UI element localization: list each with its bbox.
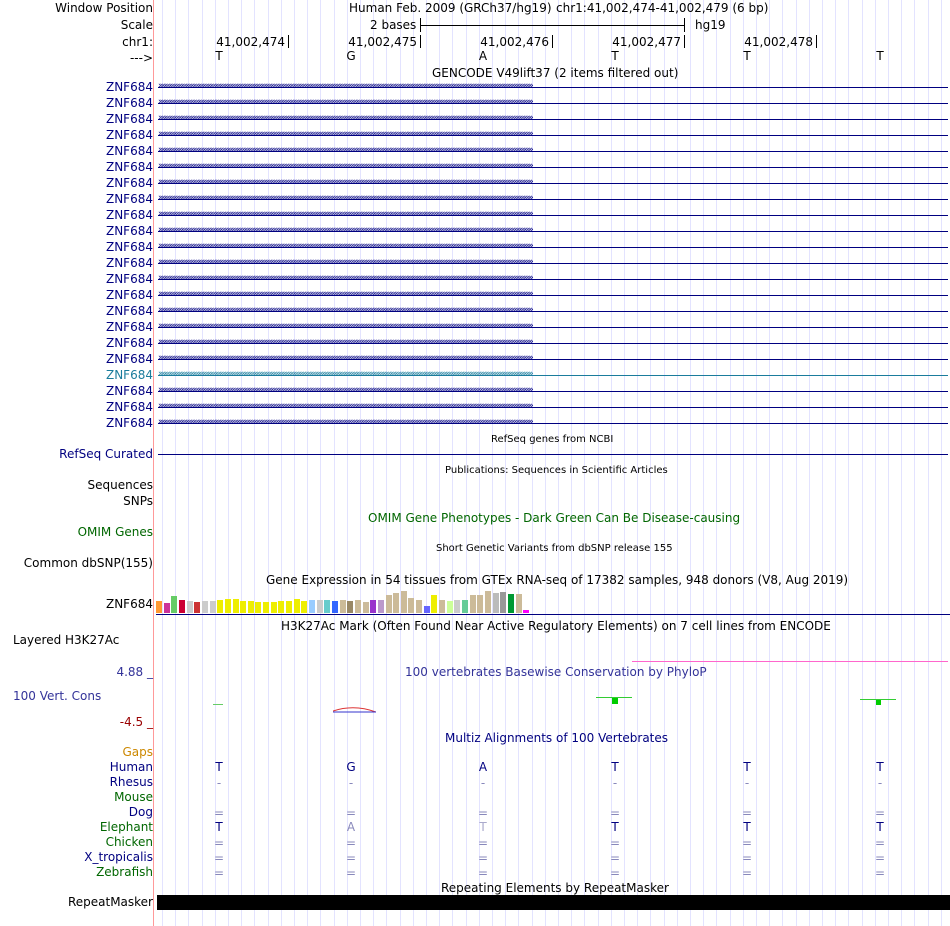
alignment-base: = <box>741 836 753 850</box>
strand-arrows-icon: ›››››››››››››››››››››››››››››››››››››››››››››››››››››››››››››››››››››››››››››››››››››››››››››››››››››››››››››››››››››››››››››››››››››››››››››››››››››››››››››››››››››››››››››››››››››››››››››››››››››››››››››››››››››››››››› <box>158 225 532 235</box>
alignment-base: = <box>874 851 886 865</box>
alignment-base: = <box>345 806 357 820</box>
species-label[interactable]: X_tropicalis <box>84 850 153 864</box>
gencode-gene-label[interactable]: ZNF684 <box>105 400 153 414</box>
cons-mark <box>876 700 881 705</box>
base-letter: T <box>876 49 884 63</box>
alignment-base: A <box>346 820 356 834</box>
base-letter: T <box>215 49 223 63</box>
gtex-tissue-bar[interactable] <box>485 591 491 613</box>
alignment-base: = <box>609 836 621 850</box>
gtex-baseline <box>156 614 950 615</box>
repeatmasker-block[interactable] <box>157 895 950 910</box>
gtex-tissue-bar[interactable] <box>477 595 483 613</box>
alignment-base: T <box>876 760 884 774</box>
window-position-label: Window Position <box>55 1 153 15</box>
gtex-tissue-bar[interactable] <box>493 593 499 613</box>
gencode-transcript[interactable] <box>158 160 948 174</box>
alignment-base: G <box>346 760 356 774</box>
refseq-title: RefSeq genes from NCBI <box>491 434 614 445</box>
gencode-transcript[interactable] <box>158 416 948 430</box>
dbsnp-title: Short Genetic Variants from dbSNP release 155 <box>436 543 673 554</box>
scale-text: 2 bases <box>370 18 417 32</box>
alignment-base: - <box>877 776 883 790</box>
coord-tick <box>552 35 553 48</box>
alignment-base: = <box>477 866 489 880</box>
gencode-gene-label[interactable]: ZNF684 <box>105 96 153 110</box>
alignment-base: - <box>612 776 618 790</box>
base-letter: T <box>743 49 751 63</box>
alignment-base: = <box>213 851 225 865</box>
gencode-transcript[interactable] <box>158 128 948 142</box>
cons-min-label: -4.5 _ <box>119 715 153 729</box>
strand-arrows-icon: ›››››››››››››››››››››››››››››››››››››››››››››››››››››››››››››››››››››››››››››››››››››››››››››››››››››››››››››››››››››››››››››››››››››››››››››››››››››››››››››››››››››››››››››››››››››››››››››››››››››››››››››››››››››››››››› <box>158 129 532 139</box>
gencode-gene-label[interactable]: ZNF684 <box>105 240 153 254</box>
gtex-tissue-bar[interactable] <box>462 600 468 613</box>
h3k27ac-label[interactable]: Layered H3K27Ac <box>13 633 120 647</box>
strand-arrows-icon: ›››››››››››››››››››››››››››››››››››››››››››››››››››››››››››››››››››››››››››››››››››››››››››››››››››››››››››››››››››››››››››››››››››››››››››››››››››››››››››››››››››››››››››››››››››››››››››››››››››››››››››››››››››››››››››› <box>158 257 532 267</box>
gencode-transcript[interactable] <box>158 80 948 94</box>
gencode-transcript[interactable] <box>158 368 948 382</box>
repeatmasker-label[interactable]: RepeatMasker <box>67 895 153 909</box>
gencode-gene-label[interactable]: ZNF684 <box>105 416 153 430</box>
gtex-bar-chart[interactable] <box>156 589 536 613</box>
gtex-tissue-bar[interactable] <box>301 601 307 613</box>
repeatmasker-title: Repeating Elements by RepeatMasker <box>441 881 669 895</box>
alignment-base: = <box>609 866 621 880</box>
gtex-tissue-bar[interactable] <box>202 601 208 613</box>
gtex-tissue-bar[interactable] <box>171 596 177 613</box>
gencode-gene-label[interactable]: ZNF684 <box>105 128 153 142</box>
alignment-base: - <box>480 776 486 790</box>
strand-arrows-icon: ›››››››››››››››››››››››››››››››››››››››››››››››››››››››››››››››››››››››››››››››››››››››››››››››››››››››››››››››››››››››››››››››››››››››››››››››››››››››››››››››››››››››››››››››››››››››››››››››››››››››››››››››››››››››››››› <box>158 273 532 283</box>
alignment-base: T <box>743 760 751 774</box>
alignment-base: = <box>477 806 489 820</box>
gaps-label[interactable]: Gaps <box>122 745 153 759</box>
alignment-base: A <box>478 760 488 774</box>
alignment-base: = <box>345 866 357 880</box>
gencode-transcript[interactable] <box>158 112 948 126</box>
coord-tick <box>816 35 817 48</box>
position-text[interactable]: chr1:41,002,474-41,002,479 (6 bp) <box>556 1 769 15</box>
gencode-gene-label[interactable]: ZNF684 <box>105 368 153 382</box>
gtex-tissue-bar[interactable] <box>233 599 239 613</box>
gtex-tissue-bar[interactable] <box>263 602 269 613</box>
gtex-title: Gene Expression in 54 tissues from GTEx RNA-seq of 17382 samples, 948 donors (V8, Aug 2019) <box>266 573 849 587</box>
strand-arrows-icon: ›››››››››››››››››››››››››››››››››››››››››››››››››››››››››››››››››››››››››››››››››››››››››››››››››››››››››››››››››››››››››››››››››››››››››››››››››››››››››››››››››››››››››››››››››››››››››››››››››››››››››››››››››››››››››››› <box>158 337 532 347</box>
coord-tick <box>288 35 289 48</box>
strand-arrows-icon: ›››››››››››››››››››››››››››››››››››››››››››››››››››››››››››››››››››››››››››››››››››››››››››››››››››››››››››››››››››››››››››››››››››››››››››››››››››››››››››››››››››››››››››››››››››››››››››››››››››››››››››››››››››››››››››› <box>158 289 532 299</box>
gencode-transcript[interactable] <box>158 176 948 190</box>
gencode-gene-label[interactable]: ZNF684 <box>105 80 153 94</box>
gencode-gene-label[interactable]: ZNF684 <box>105 112 153 126</box>
strand-arrows-icon: ›››››››››››››››››››››››››››››››››››››››››››››››››››››››››››››››››››››››››››››››››››››››››››››››››››››››››››››››››››››››››››››››››››››››››››››››››››››››››››››››››››››››››››››››››››››››››››››››››››››››››››››››››››››››››››› <box>158 401 532 411</box>
strand-arrows-icon: ›››››››››››››››››››››››››››››››››››››››››››››››››››››››››››››››››››››››››››››››››››››››››››››››››››››››››››››››››››››››››››››››››››››››››››››››››››››››››››››››››››››››››››››››››››››››››››››››››››››››››››››››››››››››››››› <box>158 193 532 203</box>
gtex-tissue-bar[interactable] <box>355 600 361 613</box>
coord-tick <box>684 35 685 48</box>
alignment-base: = <box>874 836 886 850</box>
species-label[interactable]: Rhesus <box>109 775 153 789</box>
strand-arrows-icon: ›››››››››››››››››››››››››››››››››››››››››››››››››››››››››››››››››››››››››››››››››››››››››››››››››››››››››››››››››››››››››››››››››››››››››››››››››››››››››››››››››››››››››››››››››››››››››››››››››››››››››››››››››››››››››››› <box>158 209 532 219</box>
gtex-tissue-bar[interactable] <box>255 602 261 613</box>
strand-arrows-icon: ›››››››››››››››››››››››››››››››››››››››››››››››››››››››››››››››››››››››››››››››››››››››››››››››››››››››››››››››››››››››››››››››››››››››››››››››››››››››››››››››››››››››››››››››››››››››››››››››››››››››››››››››››››››››››››› <box>158 353 532 363</box>
strand-arrows-icon: ›››››››››››››››››››››››››››››››››››››››››››››››››››››››››››››››››››››››››››››››››››››››››››››››››››››››››››››››››››››››››››››››››››››››››››››››››››››››››››››››››››››››››››››››››››››››››››››››››››››››››››››››››››››››››››› <box>158 369 532 379</box>
gtex-tissue-bar[interactable] <box>332 601 338 613</box>
gtex-tissue-bar[interactable] <box>454 600 460 613</box>
gtex-tissue-bar[interactable] <box>317 600 323 613</box>
gencode-gene-label[interactable]: ZNF684 <box>105 176 153 190</box>
alignment-base: = <box>741 866 753 880</box>
db-text: hg19 <box>695 18 726 32</box>
gtex-tissue-bar[interactable] <box>500 592 506 613</box>
gtex-tissue-bar[interactable] <box>439 600 445 613</box>
species-label[interactable]: Mouse <box>114 790 153 804</box>
gtex-tissue-bar[interactable] <box>401 591 407 613</box>
gtex-tissue-bar[interactable] <box>179 600 185 613</box>
gtex-tissue-bar[interactable] <box>470 595 476 613</box>
gtex-tissue-bar[interactable] <box>508 594 514 613</box>
alignment-base: = <box>874 866 886 880</box>
alignment-base: = <box>741 806 753 820</box>
publications-label[interactable]: Sequences <box>87 478 153 492</box>
gtex-tissue-bar[interactable] <box>187 601 193 613</box>
refseq-label[interactable]: RefSeq Curated <box>59 447 153 461</box>
species-label[interactable]: Zebrafish <box>96 865 153 879</box>
gencode-gene-label[interactable]: ZNF684 <box>105 224 153 238</box>
gencode-transcript[interactable] <box>158 240 948 254</box>
gtex-tissue-bar[interactable] <box>240 601 246 613</box>
base-letter: A <box>478 49 488 63</box>
gencode-transcript[interactable] <box>158 384 948 398</box>
gencode-gene-label[interactable]: ZNF684 <box>105 304 153 318</box>
multiz-title: Multiz Alignments of 100 Vertebrates <box>445 731 669 745</box>
gencode-transcript[interactable] <box>158 288 948 302</box>
gencode-gene-label[interactable]: ZNF684 <box>105 256 153 270</box>
scale-bar <box>420 25 684 26</box>
assembly-text: Human Feb. 2009 (GRCh37/hg19) <box>349 1 552 15</box>
scale-label: Scale <box>120 18 153 32</box>
gencode-transcript[interactable] <box>158 208 948 222</box>
cons-title: 100 vertebrates Basewise Conservation by PhyloP <box>405 665 707 679</box>
cons-label[interactable]: 100 Vert. Cons <box>13 689 102 703</box>
alignment-base: T <box>611 820 619 834</box>
gencode-gene-label[interactable]: ZNF684 <box>105 288 153 302</box>
track-label-divider <box>153 0 154 926</box>
alignment-base: T <box>215 760 223 774</box>
alignment-base: T <box>611 760 619 774</box>
alignment-base: = <box>213 836 225 850</box>
alignment-base: = <box>345 851 357 865</box>
strand-arrows-icon: ›››››››››››››››››››››››››››››››››››››››››››››››››››››››››››››››››››››››››››››››››››››››››››››››››››››››››››››››››››››››››››››››››››››››››››››››››››››››››››››››››››››››››››››››››››››››››››››››››››››››››››››››››››››››››››› <box>158 113 532 123</box>
strand-arrows-icon: ›››››››››››››››››››››››››››››››››››››››››››››››››››››››››››››››››››››››››››››››››››››››››››››››››››››››››››››››››››››››››››››››››››››››››››››››››››››››››››››››››››››››››››››››››››››››››››››››››››››››››››››››››››››››››››› <box>158 177 532 187</box>
base-letter: G <box>346 49 356 63</box>
scale-bar-right-tick <box>684 18 685 32</box>
gtex-tissue-bar[interactable] <box>271 602 277 613</box>
gencode-transcript[interactable] <box>158 352 948 366</box>
species-label[interactable]: Chicken <box>105 835 153 849</box>
gencode-transcript[interactable] <box>158 192 948 206</box>
chrom-label: chr1: <box>122 35 153 49</box>
gtex-tissue-bar[interactable] <box>294 599 300 613</box>
alignment-base: T <box>479 820 487 834</box>
gencode-transcript[interactable] <box>158 320 948 334</box>
gencode-gene-label[interactable]: ZNF684 <box>105 208 153 222</box>
gencode-gene-label[interactable]: ZNF684 <box>105 144 153 158</box>
gencode-gene-label[interactable]: ZNF684 <box>105 272 153 286</box>
gencode-gene-label[interactable]: ZNF684 <box>105 160 153 174</box>
gtex-tissue-bar[interactable] <box>248 601 254 613</box>
alignment-base: = <box>609 851 621 865</box>
gtex-tissue-bar[interactable] <box>309 600 315 613</box>
gencode-transcript[interactable] <box>158 304 948 318</box>
gtex-tissue-bar[interactable] <box>278 601 284 613</box>
gencode-transcript[interactable] <box>158 96 948 110</box>
gtex-tissue-bar[interactable] <box>447 601 453 613</box>
cons-wave-icon <box>333 706 376 714</box>
gtex-tissue-bar[interactable] <box>363 602 369 613</box>
gtex-tissue-bar[interactable] <box>370 600 376 613</box>
strand-arrows-icon: ›››››››››››››››››››››››››››››››››››››››››››››››››››››››››››››››››››››››››››››››››››››››››››››››››››››››››››››››››››››››››››››››››››››››››››››››››››››››››››››››››››››››››››››››››››››››››››››››››››››››››››››››››››››››››››› <box>158 97 532 107</box>
gtex-tissue-bar[interactable] <box>386 595 392 613</box>
omim-title: OMIM Gene Phenotypes - Dark Green Can Be Disease-causing <box>368 511 741 525</box>
strand-arrows-icon: ›››››››››››››››››››››››››››››››››››››››››››››››››››››››››››››››››››››››››››››››››››››››››››››››››››››››››››››››››››››››››››››››››››››››››››››››››››››››››››››››››››››››››››››››››››››››››››››››››››››››››››››››››››››››››››› <box>158 145 532 155</box>
strand-arrows-icon: ›››››››››››››››››››››››››››››››››››››››››››››››››››››››››››››››››››››››››››››››››››››››››››››››››››››››››››››››››››››››››››››››››››››››››››››››››››››››››››››››››››››››››››››››››››››››››››››››››››››››››››››››››››››››››››› <box>158 241 532 251</box>
gtex-tissue-bar[interactable] <box>523 610 529 613</box>
gtex-tissue-bar[interactable] <box>194 602 200 613</box>
dbsnp-label[interactable]: Common dbSNP(155) <box>23 556 153 570</box>
cons-max-label: 4.88 _ <box>116 665 153 679</box>
gencode-transcript[interactable] <box>158 400 948 414</box>
coord-tick <box>420 35 421 48</box>
alignment-base: T <box>215 820 223 834</box>
strand-arrows-icon: ›››››››››››››››››››››››››››››››››››››››››››››››››››››››››››››››››››››››››››››››››››››››››››››››››››››››››››››››››››››››››››››››››››››››››››››››››››››››››››››››››››››››››››››››››››››››››››››››››››››››››››››››››››››››››››› <box>158 81 532 91</box>
alignment-base: T <box>743 820 751 834</box>
cons-mark <box>213 704 223 705</box>
gtex-tissue-bar[interactable] <box>431 595 437 613</box>
alignment-base: = <box>741 851 753 865</box>
gtex-tissue-bar[interactable] <box>408 598 414 613</box>
gencode-gene-label[interactable]: ZNF684 <box>105 320 153 334</box>
refseq-gene-line[interactable] <box>158 454 948 455</box>
gtex-tissue-bar[interactable] <box>378 600 384 613</box>
cons-ceiling-line <box>632 661 948 662</box>
gencode-transcript[interactable] <box>158 224 948 238</box>
alignment-base: = <box>477 851 489 865</box>
gencode-transcript[interactable] <box>158 336 948 350</box>
alignment-base: = <box>213 806 225 820</box>
gtex-tissue-bar[interactable] <box>393 593 399 613</box>
gtex-tissue-bar[interactable] <box>516 594 522 613</box>
alignment-base: = <box>609 806 621 820</box>
alignment-base: = <box>213 866 225 880</box>
cons-mark <box>612 698 618 704</box>
strand-arrows-icon: ›››››››››››››››››››››››››››››››››››››››››››››››››››››››››››››››››››››››››››››››››››››››››››››››››››››››››››››››››››››››››››››››››››››››››››››››››››››››››››››››››››››››››››››››››››››››››››››››››››››››››››››››››››››››››››› <box>158 321 532 331</box>
omim-label[interactable]: OMIM Genes <box>77 525 153 539</box>
alignment-base: - <box>348 776 354 790</box>
gtex-tissue-bar[interactable] <box>416 600 422 613</box>
gencode-transcript[interactable] <box>158 144 948 158</box>
coord-label: 41,002,477 <box>612 35 681 49</box>
alignment-base: = <box>345 836 357 850</box>
coord-label: 41,002,475 <box>348 35 417 49</box>
alignment-base: - <box>744 776 750 790</box>
gtex-tissue-bar[interactable] <box>424 606 430 613</box>
gtex-tissue-bar[interactable] <box>210 601 216 613</box>
coord-label: 41,002,474 <box>216 35 285 49</box>
base-letter: T <box>611 49 619 63</box>
strand-arrows-icon: ›››››››››››››››››››››››››››››››››››››››››››››››››››››››››››››››››››››››››››››››››››››››››››››››››››››››››››››››››››››››››››››››››››››››››››››››››››››››››››››››››››››››››››››››››››››››››››››››››››››››››››››››››››››››››››› <box>158 417 532 427</box>
species-label[interactable]: Elephant <box>99 820 153 834</box>
gencode-gene-label[interactable]: ZNF684 <box>105 352 153 366</box>
species-label[interactable]: Dog <box>128 805 153 819</box>
strand-arrows-icon: ›››››››››››››››››››››››››››››››››››››››››››››››››››››››››››››››››››››››››››››››››››››››››››››››››››››››››››››››››››››››››››››››››››››››››››››››››››››››››››››››››››››››››››››››››››››››››››››››››››››››››››››››››››››››››››› <box>158 385 532 395</box>
gtex-tissue-bar[interactable] <box>347 601 353 613</box>
alignment-base: T <box>876 820 884 834</box>
gtex-tissue-bar[interactable] <box>340 600 346 613</box>
gtex-tissue-bar[interactable] <box>217 600 223 613</box>
alignment-base: = <box>874 806 886 820</box>
gtex-tissue-bar[interactable] <box>225 599 231 613</box>
gtex-tissue-bar[interactable] <box>324 600 330 613</box>
gencode-transcript[interactable] <box>158 272 948 286</box>
publications-title: Publications: Sequences in Scientific Articles <box>445 465 668 476</box>
alignment-base: - <box>216 776 222 790</box>
strand-arrows-icon: ›››››››››››››››››››››››››››››››››››››››››››››››››››››››››››››››››››››››››››››››››››››››››››››››››››››››››››››››››››››››››››››››››››››››››››››››››››››››››››››››››››››››››››››››››››››››››››››››››››››››››››››››››››››››››››› <box>158 305 532 315</box>
gencode-transcript[interactable] <box>158 256 948 270</box>
cons-mark <box>333 703 376 711</box>
snps-label[interactable]: SNPs <box>123 494 153 508</box>
gencode-gene-label[interactable]: ZNF684 <box>105 192 153 206</box>
strand-arrows-icon: ›››››››››››››››››››››››››››››››››››››››››››››››››››››››››››››››››››››››››››››››››››››››››››››››››››››››››››››››››››››››››››››››››››››››››››››››››››››››››››››››››››››››››››››››››››››››››››››››››››››››››››››››››››››››››››› <box>158 161 532 171</box>
gencode-title[interactable]: GENCODE V49lift37 (2 items filtered out) <box>432 66 679 80</box>
gencode-gene-label[interactable]: ZNF684 <box>105 336 153 350</box>
gencode-gene-label[interactable]: ZNF684 <box>105 384 153 398</box>
gtex-tissue-bar[interactable] <box>286 601 292 613</box>
gtex-gene-label[interactable]: ZNF684 <box>105 597 153 611</box>
coord-label: 41,002,478 <box>744 35 813 49</box>
gtex-tissue-bar[interactable] <box>156 601 162 613</box>
alignment-base: = <box>477 836 489 850</box>
strand-label: ---> <box>129 51 153 65</box>
coord-label: 41,002,476 <box>480 35 549 49</box>
species-label[interactable]: Human <box>109 760 153 774</box>
h3k27ac-title: H3K27Ac Mark (Often Found Near Active Regulatory Elements) on 7 cell lines from ENCODE <box>281 619 831 633</box>
gtex-tissue-bar[interactable] <box>164 603 170 613</box>
